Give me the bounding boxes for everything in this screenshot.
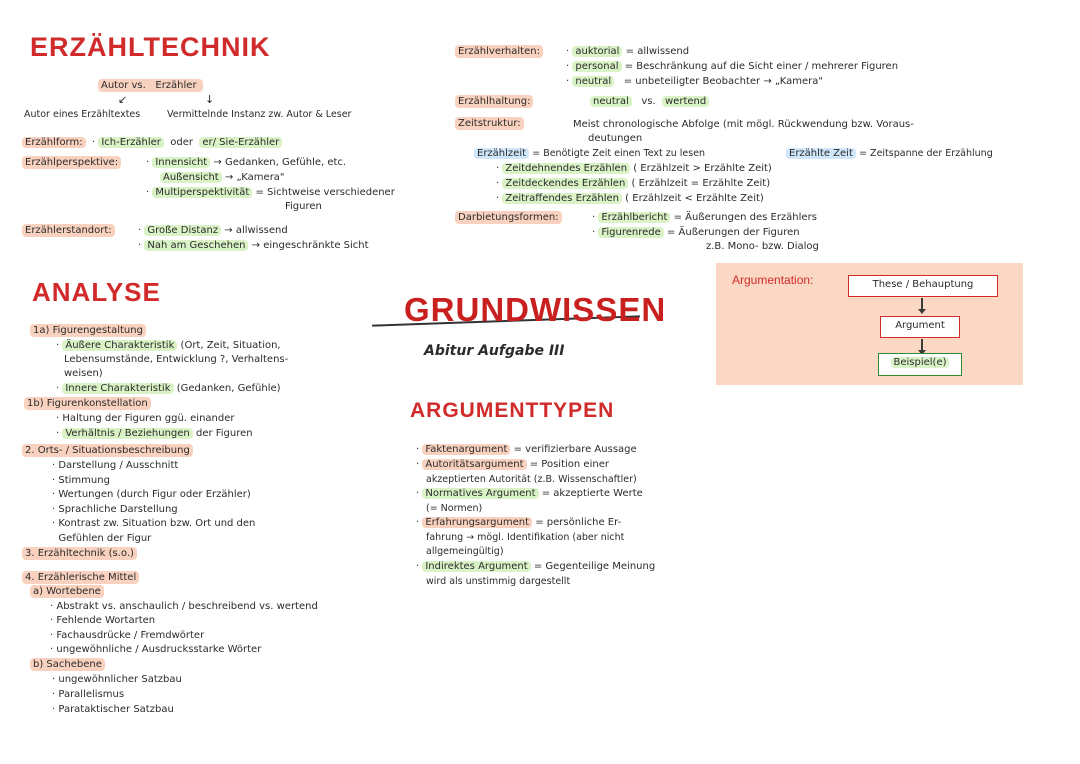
list-item: · Abstrakt vs. anschaulich / beschreibend vs. wertend [50,601,318,612]
autoritaetsargument-row: · Autoritätsargument = Position einer [416,459,609,470]
erfahrungsargument-term: Erfahrungsargument [422,517,532,528]
haltung-vs: vs. [641,96,656,107]
list-item: · Darstellung / Ausschnitt [52,460,179,471]
zeitstruktur-label: Zeitstruktur: [455,117,524,130]
grosse-distanz-row: · Große Distanz → allwissend [138,225,288,236]
list-item-text: Fachausdrücke / Fremdwörter [56,629,205,641]
list-item: · Stimmung [52,474,110,486]
neutral-desc: = unbeteiligter Beobachter → „Kamera" [623,76,823,87]
haltung-row: · Haltung der Figuren ggü. einander [56,413,235,424]
er-sie-erzaehler: er/ Sie-Erzähler [199,137,282,148]
erzaehler-description: Vermittelnde Instanz zw. Autor & Leser [167,109,352,120]
aussensicht-row [160,171,285,184]
zeitdeckend-desc: ( Erzählzeit = Erzählte Zeit) [631,178,771,189]
these-box: These / Behauptung [848,275,998,297]
list-item: · Kontrast zw. Situation bzw. Ort und den [52,518,256,530]
erzaehlte-zeit-row [786,147,993,160]
ortsbeschreibung-heading: 2. Orts- / Situationsbeschreibung [22,444,193,457]
verhaeltnis-desc: der Figuren [195,428,253,439]
autoritaetsargument-desc: = Position einer [529,459,609,470]
erfahrungsargument-desc3: allgemeingültig) [426,546,504,557]
list-item [52,532,352,547]
aeussere-row: · Äußere Charakteristik (Ort, Zeit, Situation, [56,340,281,351]
zeitdeckend-term: Zeitdeckendes Erzählen [502,178,628,189]
aeussere-term: Äußere Charakteristik [62,340,177,351]
list-item-text: Fehlende Wortarten [56,615,156,627]
haltung-text: Haltung der Figuren ggü. einander [62,413,235,424]
nah-row: · Nah am Geschehen → eingeschränkte Sicht [138,240,369,251]
zeitstruktur-desc: Meist chronologische Abfolge (mit mögl. Rückwendung bzw. Voraus- [573,119,914,130]
figurenrede-term: Figurenrede [598,227,663,238]
zeitdehnend-desc: ( Erzählzeit > Erzählte Zeit) [633,163,772,174]
erzaehltechnik-title: ERZÄHLTECHNIK [30,32,271,62]
arrow-down-icon [921,339,923,351]
aeussere-desc3: weisen) [64,368,103,379]
aussensicht-term: Außensicht [160,172,222,183]
list-item-text: ungewöhnlicher Satzbau [58,674,182,685]
list-item-text: ungewöhnliche / Ausdrucksstarke Wörter [56,644,262,656]
erzaehlhaltung-row [590,95,709,108]
erzaehlzeit-term: Erzählzeit [474,148,529,159]
verhaeltnis-row: · Verhältnis / Beziehungen der Figuren [56,428,253,439]
auktorial-term: auktorial [572,46,622,57]
figurenrede-desc: = Äußerungen der Figuren [666,227,800,238]
sachebene-list [52,673,312,717]
nah-desc: → eingeschränkte Sicht [251,240,369,251]
indirektes-argument-desc: = Gegenteilige Meinung [533,561,656,572]
verhaeltnis-term: Verhältnis / Beziehungen [62,428,192,439]
autor-vs-label [98,79,203,92]
list-item: · Fachausdrücke / Fremdwörter [50,629,205,641]
indirektes-argument-term: Indirektes Argument [422,561,530,572]
zeitraffend-term: Zeitraffendes Erzählen [502,193,622,204]
erzaehlte-zeit-term: Erzählte Zeit [786,148,856,159]
innere-row: · Innere Charakteristik (Gedanken, Gefühle) [56,383,281,394]
normatives-argument-row: · Normatives Argument = akzeptierte Werte [416,488,643,499]
list-item: · Fehlende Wortarten [50,615,156,627]
aeussere-desc: (Ort, Zeit, Situation, [180,340,281,351]
erzaehlperspektive-label: Erzählperspektive: [22,156,121,169]
oder-text: oder [170,137,194,148]
erzaehlbericht-desc: = Äußerungen des Erzählers [673,212,817,223]
neutral-term: neutral [572,76,614,87]
zeitdeckend-row: · Zeitdeckendes Erzählen ( Erzählzeit = Erzählte Zeit) [496,178,771,189]
innere-desc: (Gedanken, Gefühle) [176,383,281,394]
erzaehlerstandort-label: Erzählerstandort: [22,224,115,237]
neutral-row: · neutral = unbeteiligter Beobachter → „Kamera" [566,76,823,87]
list-item-text: Gefühlen der Figur [58,532,152,544]
erzaehlform-label: Erzählform: [22,137,86,148]
innensicht-term: Innensicht [152,157,210,168]
list-item: · ungewöhnlicher Satzbau [52,674,182,685]
innensicht-desc: → Gedanken, Gefühle, etc. [213,157,347,168]
list-item: · Parallelismus [52,688,125,700]
innere-term: Innere Charakteristik [62,383,173,394]
list-item-text: Wertungen (durch Figur oder Erzähler) [58,489,251,501]
autor-vs-text: Autor vs. [101,80,146,91]
figurengestaltung-heading: 1a) Figurengestaltung [30,324,146,337]
list-item: · ungewöhnliche / Ausdrucksstarke Wörter [50,644,262,656]
multiperspektivitaet-desc2: Figuren [285,201,322,212]
aussensicht-desc: → „Kamera" [224,172,285,183]
autor-description: Autor eines Erzähltextes [24,109,141,120]
normatives-argument-desc: = akzeptierte Werte [541,488,643,499]
figurenrede-example: z.B. Mono- bzw. Dialog [706,241,819,252]
list-item-text: Darstellung / Ausschnitt [58,460,179,471]
indirektes-argument-desc2: wird als unstimmig dargestellt [426,576,571,587]
grundwissen-title: GRUNDWISSEN [404,291,667,328]
personal-term: personal [572,61,621,72]
figurenrede-row: · Figurenrede = Äußerungen der Figuren [592,227,800,238]
nah-term: Nah am Geschehen [144,240,248,251]
erzaehlbericht-row: · Erzählbericht = Äußerungen des Erzählers [592,212,817,223]
list-item-text: Kontrast zw. Situation bzw. Ort und den [58,518,256,530]
analyse-title: ANALYSE [32,277,161,307]
list-item: · Sprachliche Darstellung [52,503,178,515]
sachebene-heading: b) Sachebene [30,658,105,671]
zeitraffend-row: · Zeitraffendes Erzählen ( Erzählzeit < Erzählte Zeit) [496,193,764,204]
erzaehltechnik-ref-heading: 3. Erzähltechnik (s.o.) [22,547,137,560]
erzaehlhaltung-label: Erzählhaltung: [455,95,533,108]
normatives-argument-term: Normatives Argument [422,488,538,499]
argumenttypen-title: ARGUMENTTYPEN [410,399,615,422]
list-item-text: Parataktischer Satzbau [58,703,174,715]
list-item-text: Sprachliche Darstellung [58,503,178,515]
erzaehlbericht-term: Erzählbericht [598,212,670,223]
list-item: · Parataktischer Satzbau [52,703,174,715]
erzaehlverhalten-label: Erzählverhalten: [455,45,543,58]
erzaehlform-row: Erzählform: · Ich-Erzähler oder er/ Sie-Erzähler [22,136,282,149]
personal-desc: = Beschränkung auf die Sicht einer / mehrerer Figuren [624,61,899,72]
zeitstruktur-desc2: deutungen [588,133,643,144]
erfahrungsargument-desc2: fahrung → mögl. Identifikation (aber nicht [426,532,625,543]
autoritaetsargument-desc2: akzeptierten Autorität (z.B. Wissenschaftler) [426,474,637,485]
zeitdehnend-term: Zeitdehnendes Erzählen [502,163,630,174]
list-item-text: Abstrakt vs. anschaulich / beschreibend vs. wertend [56,601,318,612]
arrow-down-icon [921,298,923,310]
wortebene-list [50,600,390,658]
faktenargument-term: Faktenargument [422,444,510,455]
arrow-left-down-icon: ↙ [118,93,128,106]
grundwissen-subtitle: Abitur Aufgabe III [424,343,565,359]
normatives-argument-desc2: (= Normen) [426,503,483,514]
figurenkonstellation-heading: 1b) Figurenkonstellation [24,397,151,410]
beispiel-text: Beispiel(e) [893,357,947,368]
auktorial-row: · auktorial = allwissend [566,46,690,57]
arrow-down-icon: ↓ [205,93,215,106]
argumentation-label: Argumentation: [732,273,814,287]
darbietungsformen-label: Darbietungsformen: [455,211,562,224]
multiperspektivitaet-desc: = Sichtweise verschiedener [255,187,395,198]
multiperspektivitaet-term: Multiperspektivität [152,187,252,198]
beispiel-box [878,353,962,376]
ortsbeschreibung-list [52,459,352,547]
erzaehlte-zeit-desc: = Zeitspanne der Erzählung [859,148,993,159]
erzaehlzeit-row [474,147,705,160]
list-item-text: Parallelismus [58,688,125,700]
grosse-distanz-desc: → allwissend [224,225,288,236]
haltung-neutral: neutral [590,96,632,107]
indirektes-argument-row: · Indirektes Argument = Gegenteilige Meinung [416,561,656,572]
list-item: · Wertungen (durch Figur oder Erzähler) [52,489,251,501]
zeitraffend-desc: ( Erzählzeit < Erzählte Zeit) [625,193,764,204]
erfahrungsargument-desc: = persönliche Er- [535,517,622,528]
ich-erzaehler: Ich-Erzähler [98,137,164,148]
erzaehlerische-mittel-heading: 4. Erzählerische Mittel [22,571,139,584]
personal-row: · personal = Beschränkung auf die Sicht einer / mehrerer Figuren [566,61,899,72]
argument-box: Argument [880,316,960,338]
zeitdehnend-row: · Zeitdehnendes Erzählen ( Erzählzeit > Erzählte Zeit) [496,163,772,174]
auktorial-desc: = allwissend [625,46,690,57]
innensicht-row: · Innensicht → Gedanken, Gefühle, etc. [146,157,347,168]
erzaehlzeit-desc: = Benötigte Zeit einen Text zu lesen [532,148,706,159]
erfahrungsargument-row: · Erfahrungsargument = persönliche Er- [416,517,622,528]
haltung-wertend: wertend [662,96,709,107]
autoritaetsargument-term: Autoritätsargument [422,459,526,470]
aeussere-desc2: Lebensumstände, Entwicklung ?, Verhaltens- [64,354,289,365]
faktenargument-row: · Faktenargument = verifizierbare Aussage [416,444,637,455]
multiperspektivitaet-row: · Multiperspektivität = Sichtweise verschiedener [146,187,395,198]
erzaehler-text: Erzähler [155,80,197,91]
wortebene-heading: a) Wortebene [30,585,104,598]
faktenargument-desc: = verifizierbare Aussage [513,444,637,455]
grosse-distanz-term: Große Distanz [144,225,221,236]
list-item-text: Stimmung [58,474,110,486]
